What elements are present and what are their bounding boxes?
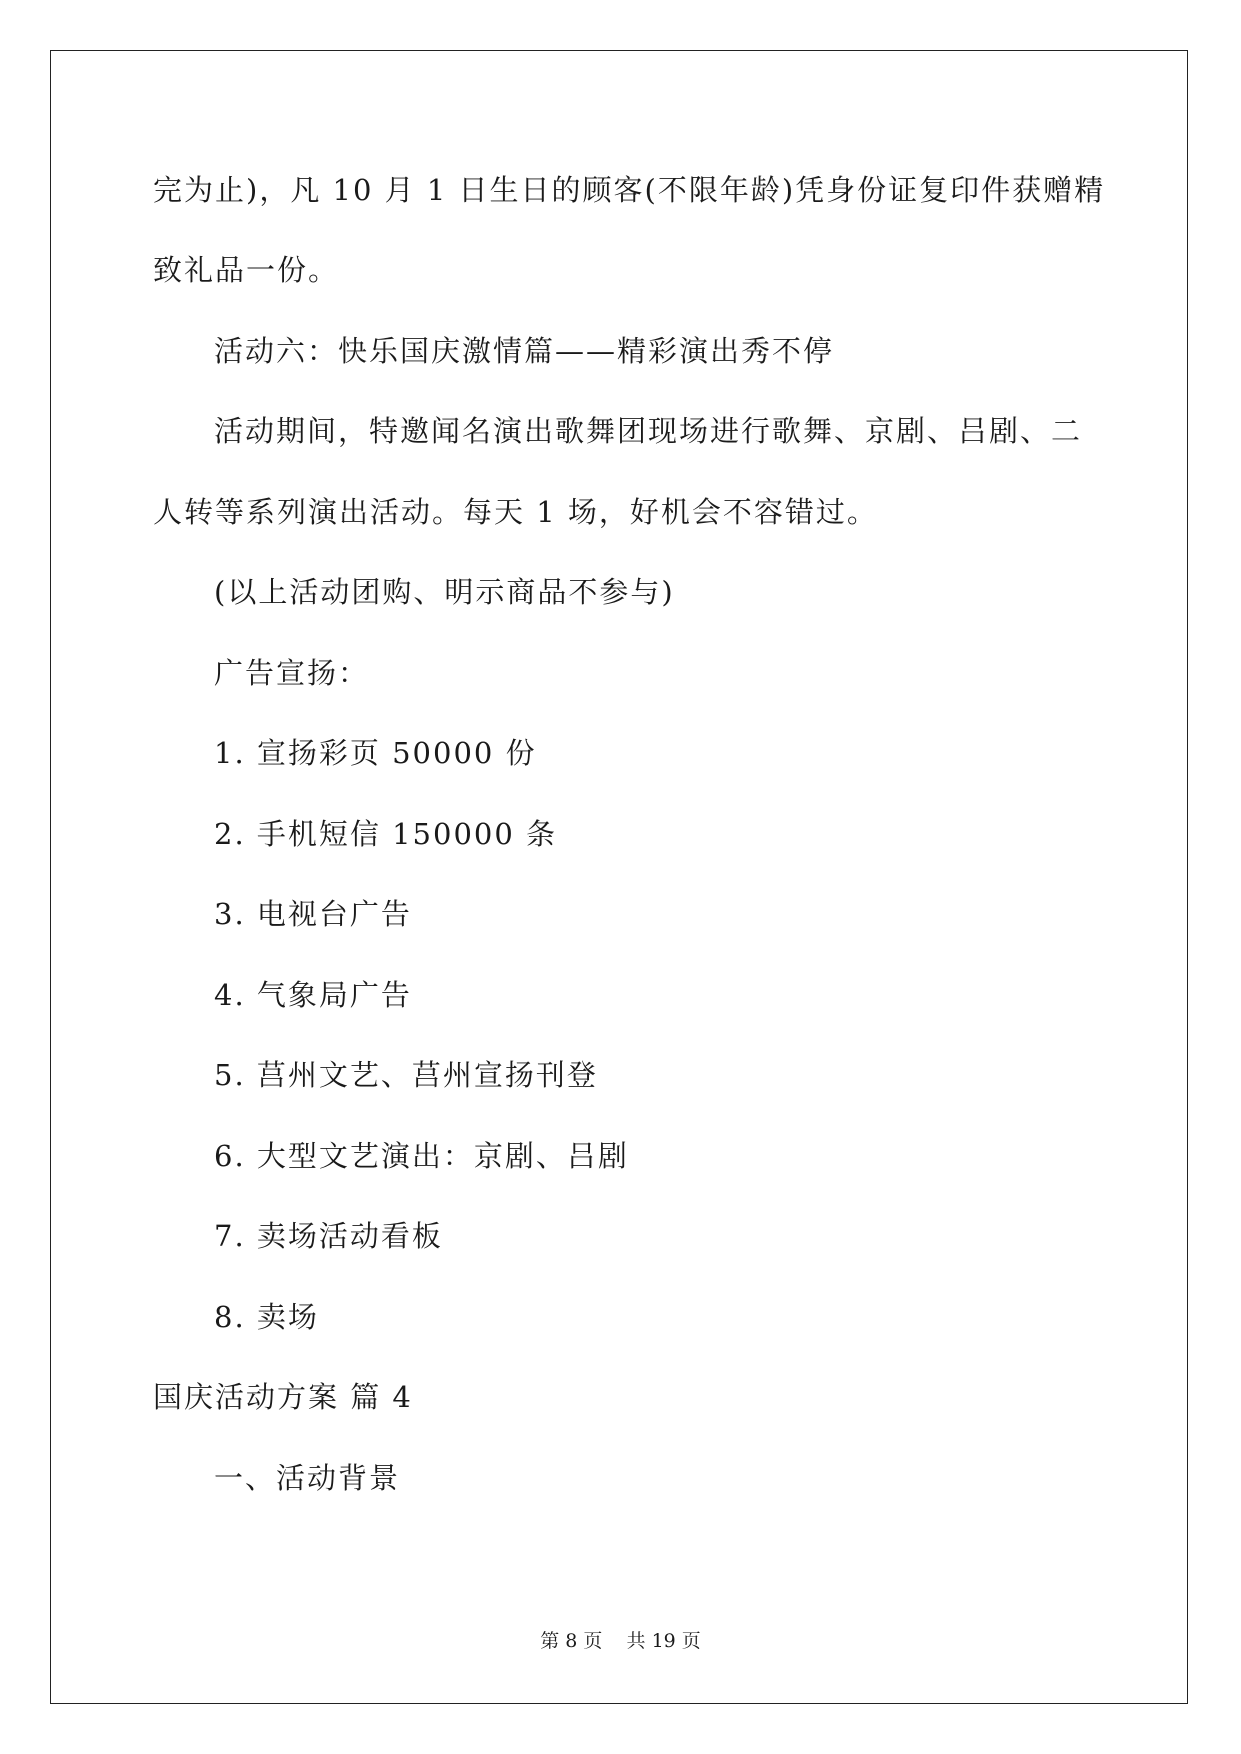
list-heading: 广告宣扬： xyxy=(214,656,370,690)
list-item: 6. 大型文艺演出：京剧、吕剧 xyxy=(214,1139,629,1173)
list-item: 1. 宣扬彩页 50000 份 xyxy=(214,736,537,770)
section-title: 国庆活动方案 篇 4 xyxy=(153,1380,413,1414)
list-item: 8. 卖场 xyxy=(214,1300,319,1334)
list-item: 3. 电视台广告 xyxy=(214,897,412,931)
page-number: 第 8 页 共 19 页 xyxy=(540,1630,701,1652)
list-item: 7. 卖场活动看板 xyxy=(214,1219,443,1253)
list-item: 4. 气象局广告 xyxy=(214,978,412,1012)
list-item: 5. 莒州文艺、莒州宣扬刊登 xyxy=(214,1058,598,1092)
section-heading: 一、活动背景 xyxy=(214,1461,401,1495)
paragraph-line: (以上活动团购、明示商品不参与) xyxy=(214,575,675,609)
paragraph-line: 完为止)，凡 10 月 1 日生日的顾客(不限年龄)凭身份证复印件获赠精 xyxy=(153,173,1106,207)
paragraph-line: 致礼品一份。 xyxy=(153,253,340,287)
list-item: 2. 手机短信 150000 条 xyxy=(214,817,558,851)
page-border xyxy=(50,50,1188,1704)
section-heading: 活动六：快乐国庆激情篇——精彩演出秀不停 xyxy=(214,334,835,368)
paragraph-line: 人转等系列演出活动。每天 1 场，好机会不容错过。 xyxy=(153,495,878,529)
paragraph-line: 活动期间，特邀闻名演出歌舞团现场进行歌舞、京剧、吕剧、二 xyxy=(214,414,1083,448)
